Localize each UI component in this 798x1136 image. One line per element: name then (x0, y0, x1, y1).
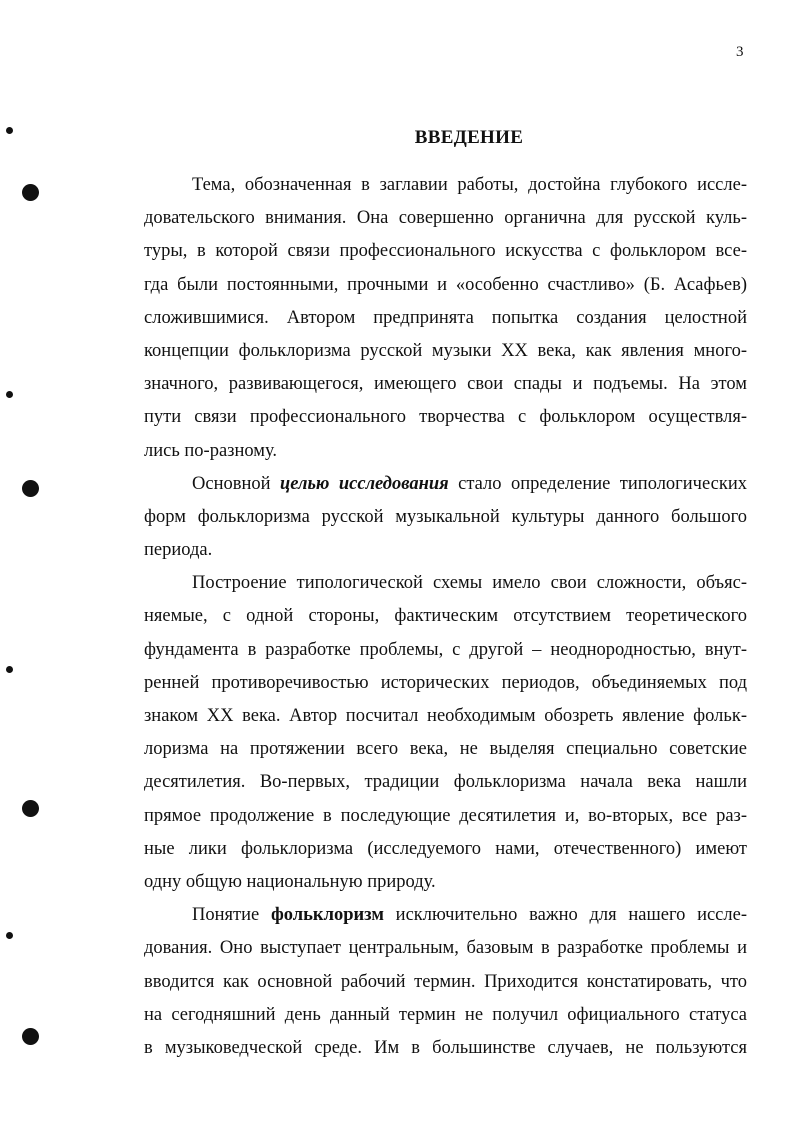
emphasis-text: фольклоризм (270, 905, 384, 926)
punch-hole-mark (6, 127, 13, 134)
text-line (144, 833, 747, 866)
text-line (144, 999, 747, 1032)
text-run: одну общую национальную природу. (144, 871, 436, 892)
text-run: форм фольклоризма русской музыкальной культуры данного большого (144, 506, 747, 527)
text-run: дования. Оно выступает центральным, базовым в разработке проблемы и (144, 938, 747, 959)
text-run: концепции фольклоризма русской музыки XX века, как явления много- (144, 340, 747, 361)
text-line (144, 501, 747, 534)
body-text (144, 169, 747, 1065)
text-run: значного, развивающегося, имеющего свои спады и подъемы. На этом (144, 374, 747, 395)
text-line (144, 899, 747, 932)
text-line (144, 1032, 747, 1065)
text-line (144, 169, 747, 202)
text-line (144, 932, 747, 965)
text-run: прямое продолжение в последующие десятилетия и, во-вторых, все раз- (144, 805, 747, 826)
text-run: няемые, с одной стороны, фактическим отсутствием теоретического (144, 606, 747, 627)
text-line (144, 235, 747, 268)
text-line (144, 335, 747, 368)
text-line (144, 567, 747, 600)
text-line (144, 368, 747, 401)
section-heading: ВВЕДЕНИЕ (414, 127, 524, 148)
text-run: Основной (192, 473, 280, 494)
paragraph (144, 468, 747, 568)
text-line (144, 866, 747, 899)
text-run: ренней противоречивостью исторических периодов, объединяемых под (144, 672, 747, 693)
text-run: стало определение типологических (448, 473, 747, 494)
text-run: фундамента в разработке проблемы, с другой – неоднородностью, внут- (144, 639, 747, 660)
punch-hole-mark (6, 932, 13, 939)
text-run: периода. (144, 540, 213, 561)
text-line (144, 766, 747, 799)
paragraph (144, 169, 747, 468)
paragraph (144, 899, 747, 1065)
text-line (144, 700, 747, 733)
text-line (144, 733, 747, 766)
paragraph (144, 567, 747, 899)
text-line (144, 468, 747, 501)
text-line (144, 966, 747, 999)
text-run: вводится как основной рабочий термин. Приходится констатировать, что (144, 971, 747, 992)
punch-hole-mark (22, 184, 39, 201)
text-run: туры, в которой связи профессионального искусства с фольклором все- (144, 241, 747, 262)
text-line (144, 600, 747, 633)
text-run: лоризма на протяжении всего века, не выделяя специально советские (144, 739, 747, 760)
text-line (144, 435, 747, 468)
text-line (144, 667, 747, 700)
text-line (144, 202, 747, 235)
text-run: ные лики фольклоризма (исследуемого нами, отечественного) имеют (144, 838, 747, 859)
punch-hole-mark (6, 666, 13, 673)
punch-hole-mark (6, 391, 13, 398)
emphasis-text: целью исследования (279, 473, 449, 494)
text-line (144, 634, 747, 667)
text-run: сложившимися. Автором предпринята попытка создания целостной (144, 307, 747, 328)
page-number: 3 (736, 44, 744, 60)
text-line (144, 302, 747, 335)
punch-hole-mark (22, 480, 39, 497)
text-run: гда были постоянными, прочными и «особенно счастливо» (Б. Асафьев) (144, 274, 747, 295)
text-run: лись по-разному. (144, 440, 278, 461)
text-run: Понятие (192, 905, 271, 926)
text-run: Тема, обозначенная в заглавии работы, достойна глубокого иссле- (192, 175, 747, 195)
text-line (144, 269, 747, 302)
text-run: пути связи профессионального творчества с фольклором осуществля- (144, 407, 747, 428)
text-run: на сегодняшний день данный термин не получил официального статуса (144, 1004, 747, 1025)
text-line (144, 800, 747, 833)
text-run: довательского внимания. Она совершенно органична для русской куль- (144, 208, 747, 229)
text-line (144, 401, 747, 434)
text-run: Построение типологической схемы имело свои сложности, объяс- (192, 573, 747, 594)
text-line (144, 534, 747, 567)
text-run: знаком XX века. Автор посчитал необходимым обозреть явление фольк- (144, 706, 747, 726)
punch-hole-mark (22, 1028, 39, 1045)
text-run: десятилетия. Во-первых, традиции фольклоризма начала века нашли (144, 772, 747, 793)
text-run: в музыковедческой среде. Им в большинстве случаев, не пользуются (144, 1037, 747, 1058)
punch-hole-mark (22, 800, 39, 817)
text-run: исключительно важно для нашего иссле- (383, 905, 747, 926)
